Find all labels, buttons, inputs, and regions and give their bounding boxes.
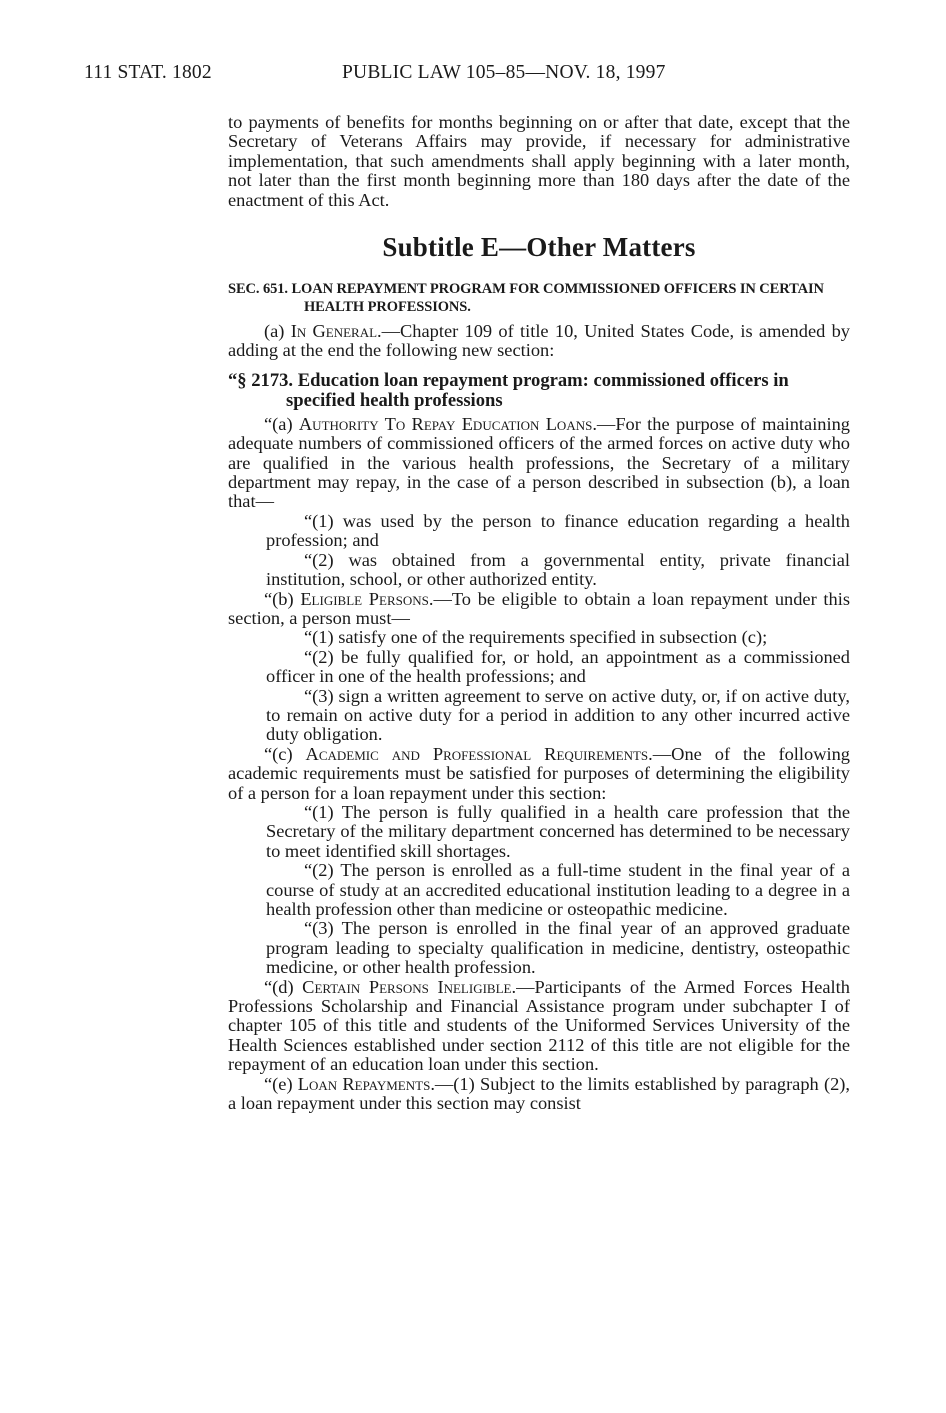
sub-c-item-3: “(3) The person is enrolled in the final year of an approved graduate program leading to specialty qualification in medicine, dentistry, osteopathic medicine, or other health profession. xyxy=(266,918,850,978)
sub-b-heading: Eligible Persons xyxy=(300,588,429,609)
sub-c-item-2: “(2) The person is enrolled as a full-time student in the final year of a course of study at an accredited educational institution leading to a degree in a health profession other than medicine or osteopathic medicine. xyxy=(266,860,850,919)
sub-b-label: “(b) xyxy=(264,588,301,609)
sub-e-label: “(e) xyxy=(264,1073,298,1094)
sub-c-text: .—One of the following academic requirements must be satisfied for purposes of determining the eligibility of a person for a loan repayment under this section: xyxy=(228,743,850,803)
sub-b-item-3: “(3) sign a written agreement to serve on active duty, or, if on active duty, to remain on active duty for a period in addition to any other incurred active duty obligation. xyxy=(266,685,850,745)
sub-a-label: “(a) xyxy=(264,413,299,434)
subsection-a-text: .—Chapter 109 of title 10, United States Code, is amended by adding at the end the following new section: xyxy=(228,321,850,361)
sub-a-paragraph xyxy=(228,415,850,512)
sub-d-text: .—Participants of the Armed Forces Health Professions Scholarship and Financial Assistance program under subchapter I of chapter 105 of this title and students of the Uniformed Services University of the Health Sciences established under section 2112 of this title are not eligible for the repayment of an education loan under this section. xyxy=(228,976,850,1075)
sub-e-heading: Loan Repayments xyxy=(297,1073,431,1094)
sub-b-text: .—To be eligible to obtain a loan repayment under this section, a person must— xyxy=(228,588,850,628)
page-header xyxy=(84,62,844,92)
intro-paragraph: to payments of benefits for months beginning on or after that date, except that the Secretary of Veterans Affairs may provide, if necessary for administrative implementation, that such amendments shall apply beginning with a later month, not later than the first month beginning more than 180 days after the date of the enactment of this Act. xyxy=(228,112,850,210)
sub-c-label: “(c) xyxy=(264,743,306,764)
subtitle-heading: Subtitle E—Other Matters xyxy=(382,232,696,263)
sub-b-item-2: “(2) be fully qualified for, or hold, an appointment as a commissioned officer in one of the health professions; and xyxy=(266,646,850,687)
sub-a-text: .—For the purpose of maintaining adequate numbers of commissioned officers of the armed forces on active duty who are qualified in the various health professions, the Secretary of a military department may repay, in the case of a person described in subsection (b), a loan that— xyxy=(228,413,851,512)
sub-a-item-2: “(2) was obtained from a governmental entity, private financial institution, school, or other authorized entity. xyxy=(266,549,850,590)
document-body xyxy=(228,113,850,1113)
sub-d-label: “(d) xyxy=(264,976,303,997)
subsection-a-heading: In General xyxy=(290,321,378,342)
subsection-a-label: (a) xyxy=(264,321,291,342)
statute-page-number: 111 STAT. 1802 xyxy=(84,62,212,83)
sub-a-item-1: “(1) was used by the person to finance education regarding a health profession; and xyxy=(266,510,850,551)
sub-d-paragraph xyxy=(228,978,850,1075)
section-2173-heading: “§ 2173. Education loan repayment program: commissioned officers in specified health professions xyxy=(228,369,789,411)
sub-b-item-1: “(1) satisfy one of the requirements specified in subsection (c); xyxy=(304,627,768,648)
sub-c-item-1: “(1) The person is fully qualified in a health care profession that the Secretary of the military department concerned has determined to be necessary to meet identified skill shortages. xyxy=(266,801,850,861)
sub-e-text: .—(1) Subject to the limits established by paragraph (2), a loan repayment under this section may consist xyxy=(228,1073,851,1114)
sub-b-paragraph xyxy=(228,590,850,629)
sub-a-heading: Authority To Repay Education Loans xyxy=(298,413,593,434)
sub-c-heading: Academic and Professional Requirements xyxy=(305,743,649,764)
sub-d-heading: Certain Persons Ineligible xyxy=(302,976,512,997)
sub-c-paragraph xyxy=(228,745,850,803)
public-law-title: PUBLIC LAW 105–85—NOV. 18, 1997 xyxy=(342,62,666,83)
section-651-heading: SEC. 651. LOAN REPAYMENT PROGRAM FOR COMMISSIONED OFFICERS IN CERTAIN HEALTH PROFESSIONS. xyxy=(228,281,824,316)
sub-e-paragraph xyxy=(228,1075,850,1114)
subsection-a xyxy=(228,322,850,361)
